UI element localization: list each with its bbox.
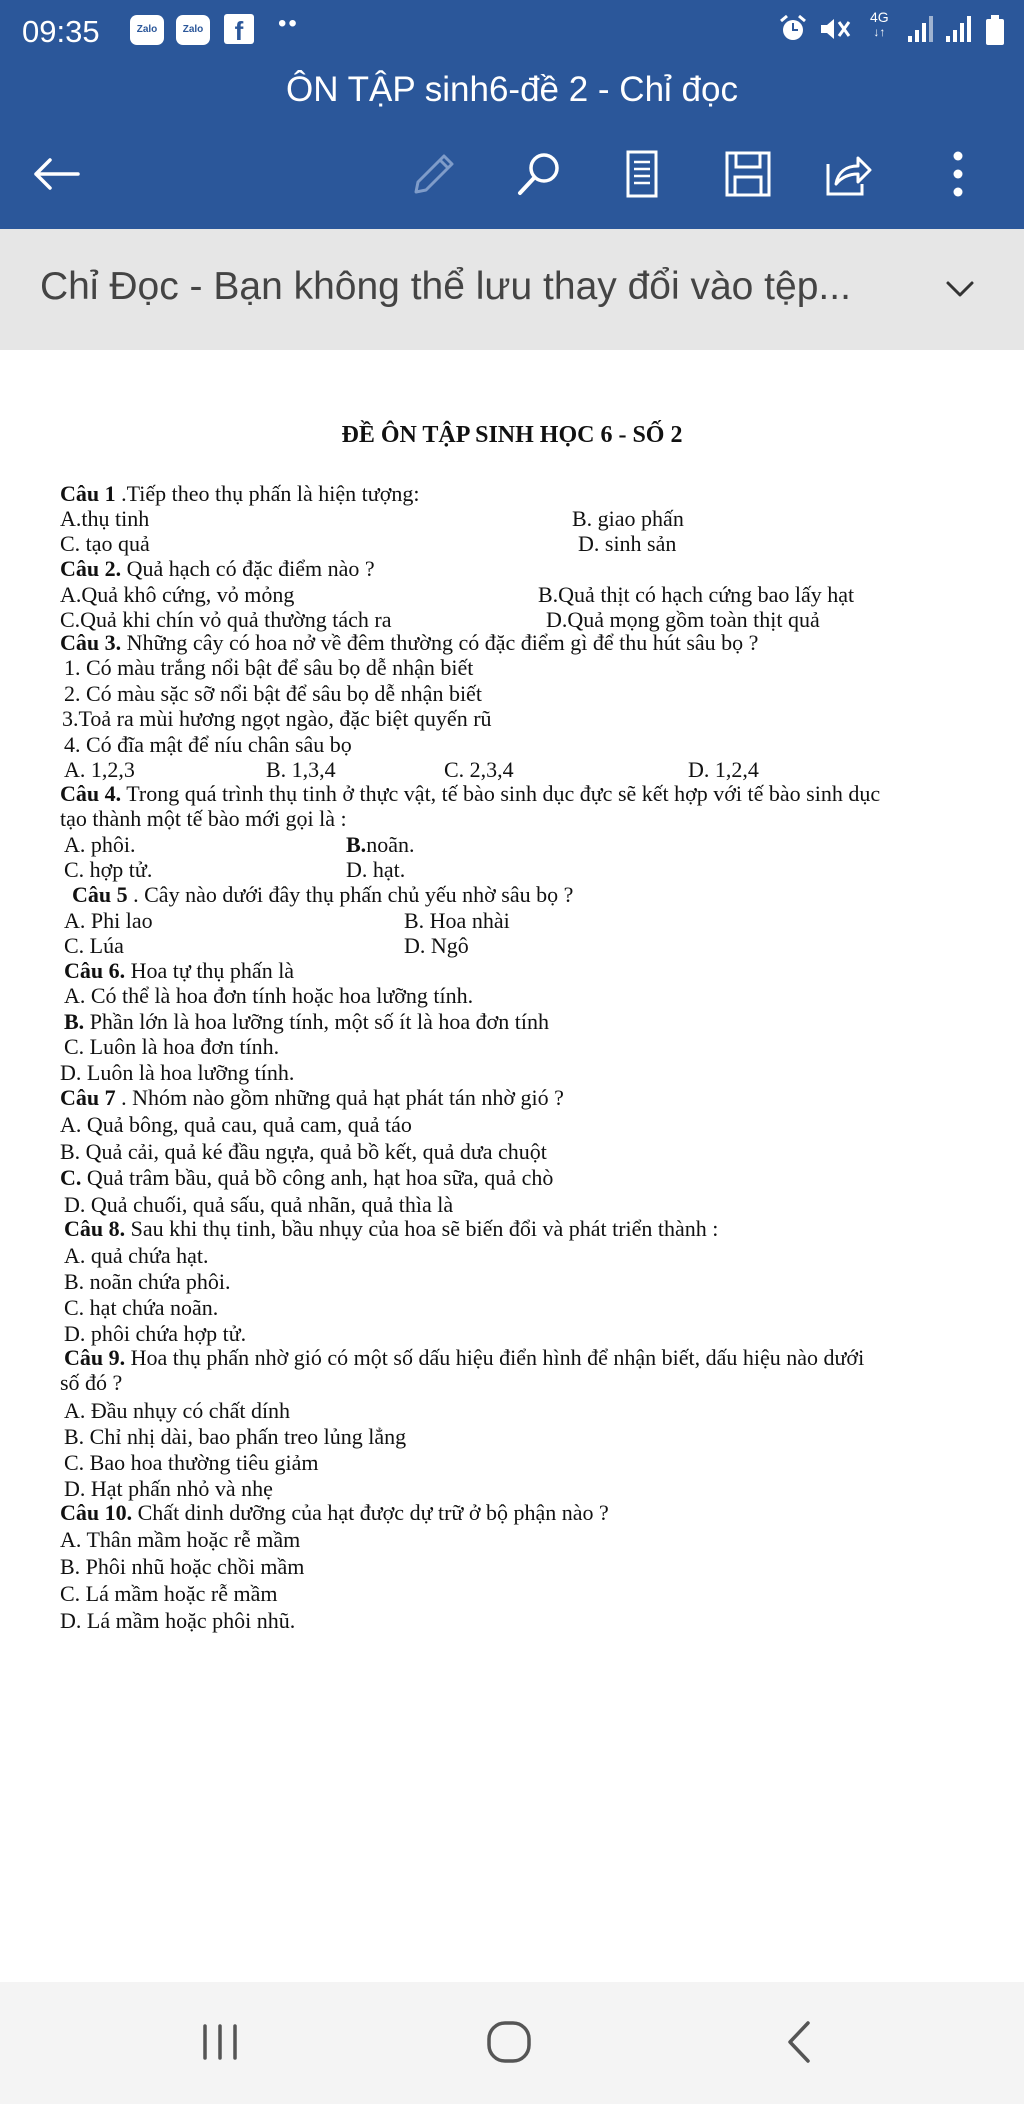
q7-option-a: A. Quả bông, quả cau, quả cam, quả táo (60, 1112, 412, 1137)
question-text: Chất dinh dưỡng của hạt được dự trữ ở bộ phận nào ? (132, 1500, 609, 1525)
option-text: Phần lớn là hoa lưỡng tính, một số ít là hoa đơn tính (84, 1009, 549, 1034)
reading-view-icon (622, 148, 662, 200)
document-page[interactable] (0, 350, 1024, 1982)
question-4-continued: tạo thành một tế bào mới gọi là : (60, 806, 347, 831)
question-label: Câu 5 (72, 882, 128, 907)
zalo-icon: Zalo (176, 15, 210, 45)
search-button[interactable] (508, 142, 572, 206)
question-text: Hoa thụ phấn nhờ gió có một số dấu hiệu điển hình để nhận biết, dấu hiệu nào dưới (125, 1345, 865, 1370)
status-bar (0, 0, 1024, 62)
q1-option-d: D. sinh sản (578, 531, 677, 556)
q3-statement-4: 4. Có đĩa mật để níu chân sâu bọ (64, 732, 352, 757)
title-bar (0, 62, 1024, 124)
edit-pencil-icon (410, 150, 458, 198)
question-label: Câu 2. (60, 556, 122, 581)
read-only-banner[interactable] (0, 229, 1024, 350)
q9-option-a: A. Đầu nhụy có chất dính (64, 1398, 291, 1423)
back-icon (778, 2017, 822, 2067)
question-text: Trong quá trình thụ tinh ở thực vật, tế bào sinh dục đực sẽ kết hợp với tế bào sinh dục (121, 781, 881, 806)
q3-option-d: D. 1,2,4 (688, 757, 759, 782)
question-6 (64, 958, 294, 984)
q1-option-c: C. tạo quả (60, 531, 150, 556)
q4-option-b (346, 832, 414, 858)
search-icon (514, 148, 566, 200)
question-label: Câu 10. (60, 1500, 133, 1525)
read-only-message: Chỉ Đọc - Bạn không thể lưu thay đổi vào tệp... (40, 265, 851, 308)
q10-option-c: C. Lá mầm hoặc rễ mầm (60, 1581, 278, 1606)
more-options-button[interactable] (926, 142, 990, 206)
document-title: ÔN TẬP sinh6-đề 2 - Chỉ đọc (286, 70, 738, 109)
question-9-continued: số đó ? (60, 1370, 123, 1395)
mute-icon (818, 14, 852, 49)
q6-option-a: A. Có thể là hoa đơn tính hoặc hoa lưỡng tính. (64, 983, 474, 1008)
q3-option-c: C. 2,3,4 (444, 757, 514, 782)
question-5 (72, 882, 573, 908)
question-label: Câu 9. (64, 1345, 126, 1370)
q4-option-d: D. hạt. (346, 857, 406, 882)
home-button[interactable] (469, 2006, 549, 2078)
save-icon (722, 148, 774, 200)
q3-statement-2: 2. Có màu sặc sỡ nổi bật để sâu bọ dễ nhận biết (64, 681, 482, 706)
question-label: Câu 7 (60, 1085, 116, 1110)
recent-apps-icon (195, 2020, 245, 2064)
document-heading: ĐỀ ÔN TẬP SINH HỌC 6 - SỐ 2 (341, 422, 683, 448)
q9-option-b: B. Chỉ nhị dài, bao phấn treo lủng lẳng (64, 1424, 407, 1449)
question-4 (60, 781, 880, 807)
question-8 (64, 1216, 718, 1242)
alarm-icon (778, 14, 808, 49)
q6-option-c: C. Luôn là hoa đơn tính. (64, 1034, 280, 1059)
battery-icon (984, 14, 1006, 51)
q10-option-a: A. Thân mầm hoặc rễ mầm (60, 1527, 301, 1552)
option-label: B. (346, 832, 367, 857)
q8-option-d: D. phôi chứa hợp tử. (64, 1321, 247, 1346)
question-label: Câu 6. (64, 958, 126, 983)
q9-option-d: D. Hạt phấn nhỏ và nhẹ (64, 1476, 273, 1501)
recent-apps-button[interactable] (180, 2006, 260, 2078)
q3-option-a: A. 1,2,3 (64, 757, 135, 782)
question-label: Câu 8. (64, 1216, 126, 1241)
option-text: Quả trâm bầu, quả bồ công anh, hạt hoa sữa, quả chò (81, 1165, 554, 1190)
q4-option-a: A. phôi. (64, 832, 136, 857)
network-type-label: 4G (870, 9, 889, 25)
q2-option-c: C.Quả khi chín vỏ quả thường tách ra (60, 607, 392, 632)
q5-option-b: B. Hoa nhài (404, 908, 510, 933)
q8-option-c: C. hạt chứa noãn. (64, 1295, 219, 1320)
q3-option-b: B. 1,3,4 (266, 757, 336, 782)
q5-option-c: C. Lúa (64, 933, 124, 958)
app-header (0, 0, 1024, 229)
question-10 (60, 1500, 609, 1526)
q7-option-d: D. Quả chuối, quả sấu, quả nhãn, quả thìa là (64, 1192, 454, 1217)
nav-back-button[interactable] (760, 2006, 840, 2078)
question-3 (60, 630, 758, 656)
share-button[interactable] (816, 142, 880, 206)
q3-statement-3: 3.Toả ra mùi hương ngọt ngào, đặc biệt quyến rũ (62, 706, 492, 731)
status-time: 09:35 (22, 14, 100, 49)
q8-option-a: A. quả chứa hạt. (64, 1243, 209, 1268)
q7-option-c (60, 1165, 553, 1191)
back-arrow-icon (28, 154, 84, 194)
question-text: Những cây có hoa nở về đêm thường có đặc điểm gì để thu hút sâu bọ ? (121, 630, 759, 655)
signal-icon (944, 14, 974, 49)
save-button[interactable] (716, 142, 780, 206)
q8-option-b: B. noãn chứa phôi. (64, 1269, 231, 1294)
option-text: noãn. (366, 832, 415, 857)
network-type (870, 10, 889, 39)
q2-option-a: A.Quả khô cứng, vỏ mỏng (60, 582, 295, 607)
more-notifications-icon: •• (278, 10, 299, 37)
more-vertical-icon (948, 148, 968, 200)
chevron-down-icon[interactable] (940, 269, 980, 309)
reading-view-button[interactable] (610, 142, 674, 206)
q1-option-a: A.thụ tinh (60, 506, 150, 531)
q4-option-c: C. hợp tử. (64, 857, 153, 882)
question-text: .Tiếp theo thụ phấn là hiện tượng: (115, 481, 420, 506)
q5-option-a: A. Phi lao (64, 908, 153, 933)
q7-option-b: B. Quả cải, quả ké đầu ngựa, quả bồ kết, quả dưa chuột (60, 1139, 547, 1164)
q10-option-d: D. Lá mầm hoặc phôi nhũ. (60, 1608, 296, 1633)
question-label: Câu 1 (60, 481, 116, 506)
question-label: Câu 3. (60, 630, 122, 655)
question-text: Hoa tự thụ phấn là (125, 958, 295, 983)
data-arrows-icon: ↓↑ (873, 25, 886, 39)
q2-option-d: D.Quả mọng gồm toàn thịt quả (546, 607, 820, 632)
question-1 (60, 481, 419, 507)
option-label: C. (60, 1165, 82, 1190)
option-label: B. (64, 1009, 85, 1034)
q5-option-d: D. Ngô (404, 933, 469, 958)
q10-option-b: B. Phôi nhũ hoặc chồi mầm (60, 1554, 305, 1579)
question-2 (60, 556, 375, 582)
q1-option-b: B. giao phấn (572, 506, 684, 531)
facebook-icon: f (224, 14, 254, 44)
question-9 (64, 1345, 864, 1371)
edit-button[interactable] (402, 142, 466, 206)
signal-icon (906, 14, 936, 49)
question-text: . Nhóm nào gồm những quả hạt phát tán nhờ gió ? (115, 1085, 564, 1110)
share-icon (822, 148, 874, 200)
question-7 (60, 1085, 564, 1111)
question-text: Sau khi thụ tinh, bầu nhụy của hoa sẽ biến đổi và phát triển thành : (125, 1216, 719, 1241)
toolbar (0, 128, 1024, 216)
q2-option-b: B.Quả thịt có hạch cứng bao lấy hạt (538, 582, 855, 607)
q3-statement-1: 1. Có màu trắng nổi bật để sâu bọ dễ nhận biết (64, 655, 474, 680)
q6-option-b (64, 1009, 549, 1035)
back-button[interactable] (24, 142, 88, 206)
system-navigation-bar (0, 1982, 1024, 2104)
question-text: Quả hạch có đặc điểm nào ? (121, 556, 375, 581)
zalo-icon: Zalo (130, 15, 164, 45)
q6-option-d: D. Luôn là hoa lưỡng tính. (60, 1060, 295, 1085)
question-label: Câu 4. (60, 781, 122, 806)
home-icon (481, 2017, 537, 2067)
question-text: . Cây nào dưới đây thụ phấn chủ yếu nhờ sâu bọ ? (127, 882, 574, 907)
q9-option-c: C. Bao hoa thường tiêu giảm (64, 1450, 319, 1475)
